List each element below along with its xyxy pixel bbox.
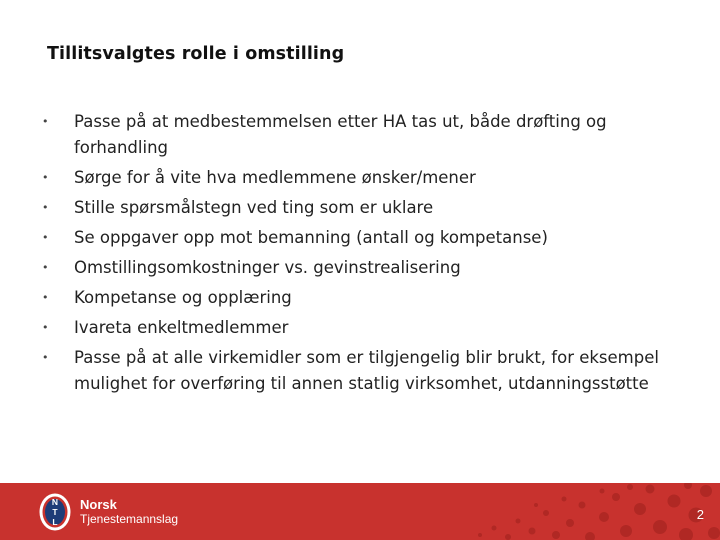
- bullet-text: Passe på at medbestemmelsen etter HA tas ut, både drøfting og forhandling: [74, 112, 607, 157]
- logo-name-line1: Norsk: [80, 497, 117, 512]
- bullet-text: Passe på at alle virkemidler som er tilgjengelig blir brukt, for eksempel mulighet for overføring til annen statlig virksomhet, utdanningsstøtte: [74, 348, 659, 393]
- ntl-logo: [38, 492, 178, 532]
- bullet-item: [42, 195, 672, 221]
- bullet-text: Omstillingsomkostninger vs. gevinstrealisering: [74, 258, 461, 277]
- bullet-icon: •: [42, 321, 49, 334]
- footer-band: [0, 483, 720, 540]
- bullet-icon: •: [42, 231, 49, 244]
- bullet-item: [42, 255, 672, 281]
- bullet-icon: •: [42, 351, 49, 364]
- bullet-icon: •: [42, 171, 49, 184]
- bullet-item: [42, 109, 672, 161]
- bullet-text: Sørge for å vite hva medlemmene ønsker/mener: [74, 168, 476, 187]
- slide-title: Tillitsvalgtes rolle i omstilling: [47, 44, 345, 64]
- bullet-item: [42, 315, 672, 341]
- bullet-item: [42, 225, 672, 251]
- bullet-text: Ivareta enkeltmedlemmer: [74, 318, 289, 337]
- bullet-text: Kompetanse og opplæring: [74, 288, 292, 307]
- bullet-item: [42, 345, 672, 397]
- logo-text: [80, 498, 178, 526]
- bullet-list: [42, 109, 672, 401]
- ntl-logo-letters: [38, 497, 72, 527]
- bullet-item: [42, 285, 672, 311]
- bullet-icon: •: [42, 261, 49, 274]
- logo-letters-text: NTL: [51, 497, 59, 527]
- dot-pattern-decoration: [460, 483, 720, 540]
- bullet-text: Se oppgaver opp mot bemanning (antall og kompetanse): [74, 228, 548, 247]
- bullet-icon: •: [42, 291, 49, 304]
- bullet-item: [42, 165, 672, 191]
- page-number: 2: [696, 507, 704, 522]
- logo-name-line2: Tjenestemannslag: [80, 512, 179, 526]
- bullet-icon: •: [42, 115, 49, 128]
- bullet-icon: •: [42, 201, 49, 214]
- bullet-text: Stille spørsmålstegn ved ting som er uklare: [74, 198, 434, 217]
